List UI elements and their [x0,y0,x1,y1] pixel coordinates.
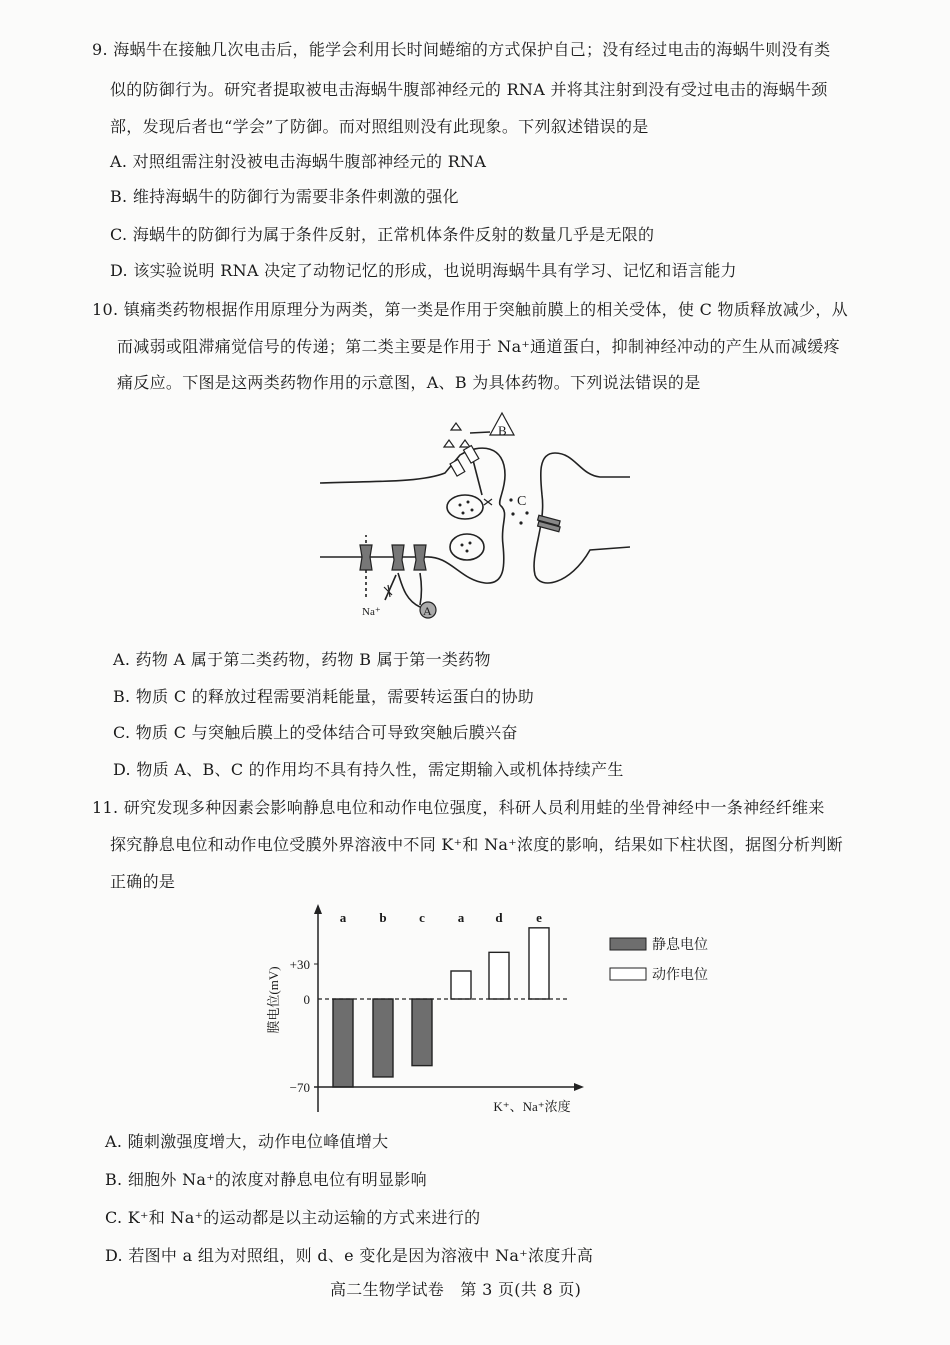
page-footer: 高二生物学试卷 第 3 页(共 8 页) [330,1280,582,1299]
q9-stem-line-1: 9. 海蜗牛在接触几次电击后，能学会利用长时间蜷缩的方式保护自己；没有经过电击的海蜗牛则没有类 [92,40,831,59]
label-a: A [423,604,432,618]
category-label: c [419,910,425,925]
vesicle-icon [450,534,484,560]
category-label: a [339,910,347,925]
na-channel-icon [360,545,372,570]
vesicle-icon [447,495,483,519]
q9-option-a: A. 对照组需注射没被电击海蜗牛腹部神经元的 RNA [110,152,487,171]
q11-stem-line-2: 探究静息电位和动作电位受膜外界溶液中不同 K⁺和 Na⁺浓度的影响，结果如下柱状图，据图分析判断 [110,835,843,854]
y-tick-label: 0 [303,992,310,1007]
legend [610,936,708,983]
bar-action-e [529,928,549,999]
label-c: C [517,494,527,509]
y-tick-label: +30 [289,957,310,972]
q10-stem-line-2: 而减弱或阻滞痛觉信号的传递；第二类主要是作用于 Na⁺通道蛋白，抑制神经冲动的产生从而减缓疼 [117,337,840,356]
category-label: a [457,910,465,925]
ligand-triangle-icon [444,440,454,447]
q9-option-c: C. 海蜗牛的防御行为属于条件反射，正常机体条件反射的数量几乎是无限的 [110,225,655,244]
q10-stem-line-1: 10. 镇痛类药物根据作用原理分为两类，第一类是作用于突触前膜上的相关受体，使 C 物质释放减少，从 [92,300,848,319]
bar-action-a [451,971,471,999]
q9-option-b: B. 维持海蜗牛的防御行为需要非条件刺激的强化 [110,187,459,206]
q9-option-d: D. 该实验说明 RNA 决定了动物记忆的形成，也说明海蜗牛具有学习、记忆和语言能力 [110,261,737,280]
q9-stem-line-3: 部，发现后者也“学会”了防御。而对照组则没有此现象。下列叙述错误的是 [110,117,649,136]
y-axis-arrow [314,904,322,914]
drug-b-arrow [470,432,490,433]
q11-option-a: A. 随刺激强度增大，动作电位峰值增大 [105,1132,389,1151]
bar-resting-a [333,999,353,1087]
substance-c-dot [509,498,512,501]
q11-stem-line-1: 11. 研究发现多种因素会影响静息电位和动作电位强度，科研人员利用蛙的坐骨神经中一条神经纤维来 [92,798,825,817]
bar-action-d [489,952,509,999]
q10-option-b: B. 物质 C 的释放过程需要消耗能量，需要转运蛋白的协助 [113,687,535,706]
q11-option-c: C. K⁺和 Na⁺的运动都是以主动运输的方式来进行的 [105,1208,481,1227]
drug-a-arrow-1 [398,573,420,607]
q10-option-d: D. 物质 A、B、C 的作用均不具有持久性，需定期输入或机体持续产生 [113,760,624,779]
x-axis-arrow [574,1083,584,1091]
ligand-triangle-icon [460,440,470,447]
receptor-arrow [473,460,482,495]
label-b: B [498,423,507,438]
q10-option-c: C. 物质 C 与突触后膜上的受体结合可导致突触后膜兴奋 [113,723,518,742]
ligand-triangle-icon [451,423,461,430]
label-na: Na⁺ [362,606,381,618]
drug-a-arrow-2 [420,573,422,605]
y-axis-label: 膜电位(mV) [266,966,281,1034]
q10-stem-line-3: 痛反应。下图是这两类药物作用的示意图，A、B 为具体药物。下列说法错误的是 [117,373,701,392]
q10-option-a: A. 药物 A 属于第二类药物，药物 B 属于第一类药物 [113,650,491,669]
category-label: d [495,910,503,925]
q11-option-b: B. 细胞外 Na⁺的浓度对静息电位有明显影响 [105,1170,427,1189]
category-label: e [536,910,542,925]
legend-label-action: 动作电位 [652,968,708,983]
bar-resting-b [373,999,393,1077]
legend-swatch-resting [610,938,646,950]
y-tick-label: −70 [289,1080,310,1095]
membrane-potential-bar-chart [260,900,740,1120]
x-axis-label: K⁺、Na⁺浓度 [493,1099,571,1114]
na-arrow-blocked [385,575,396,600]
legend-label-resting: 静息电位 [652,938,708,953]
synapse-diagram [310,405,630,630]
q9-stem-line-2: 似的防御行为。研究者提取被电击海蜗牛腹部神经元的 RNA 并将其注射到没有受过电击的海蜗牛颈 [110,80,828,99]
q11-option-d: D. 若图中 a 组为对照组，则 d、e 变化是因为溶液中 Na⁺浓度升高 [105,1246,594,1265]
legend-swatch-action [610,968,646,980]
na-channel-icon [392,545,404,570]
na-channel-icon [414,545,426,570]
presynaptic-receptor [450,459,465,476]
category-label: b [379,910,387,925]
q11-stem-line-3: 正确的是 [110,872,176,891]
bar-resting-c [412,999,432,1066]
